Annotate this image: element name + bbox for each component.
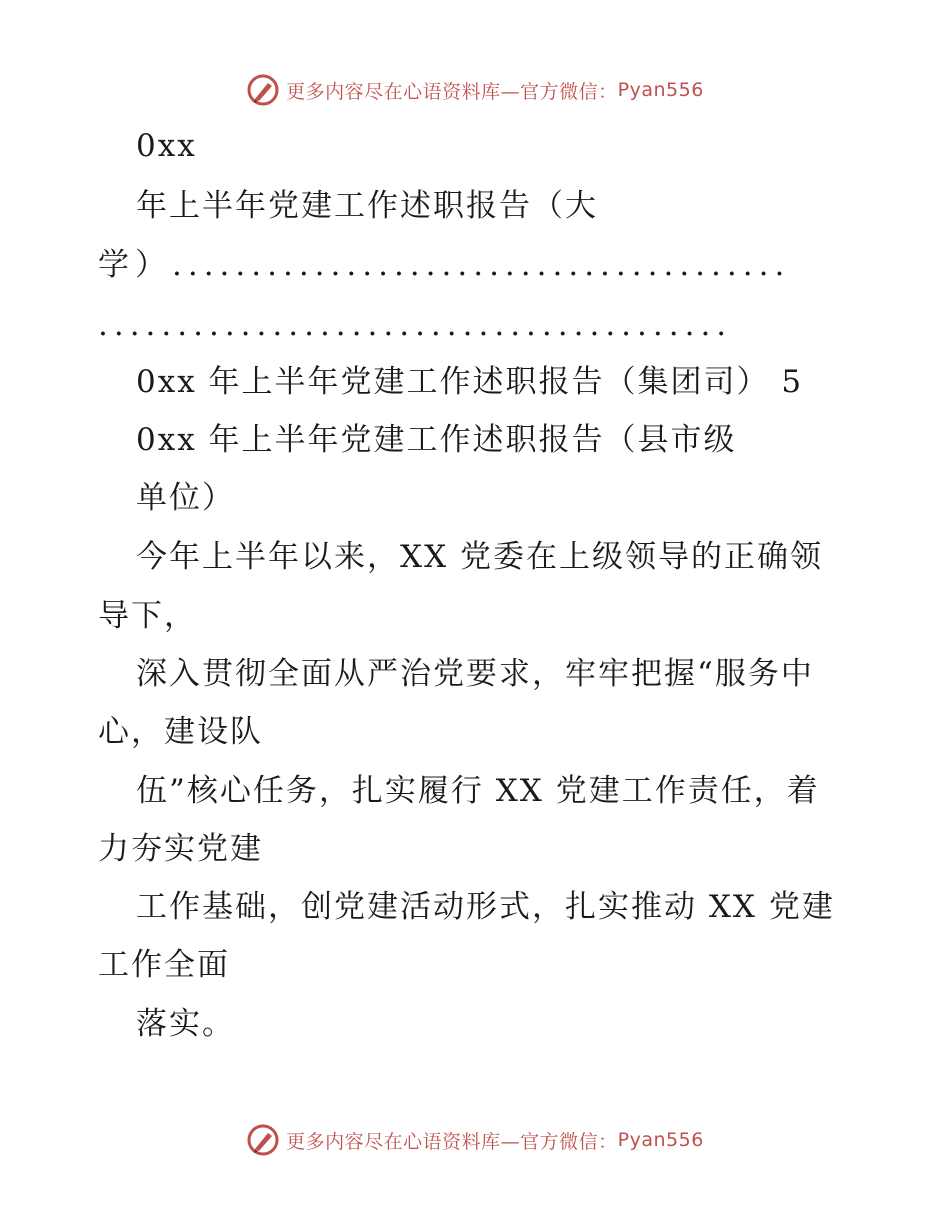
pen-logo-icon — [246, 1123, 280, 1157]
paragraph-line: 工作基础，创党建活动形式，扎实推动 XX 党建 — [136, 889, 835, 925]
doc-line: 单位） — [136, 480, 235, 516]
watermark-text: 更多内容尽在心语资料库—官方微信： — [286, 1130, 618, 1153]
header-watermark — [0, 70, 950, 110]
watermark-text: 更多内容尽在心语资料库—官方微信： — [286, 80, 618, 103]
doc-line: 年上半年党建工作述职报告（大 — [136, 188, 598, 224]
toc-line: 学）....................................... — [98, 247, 791, 283]
paragraph-line: 工作全面 — [98, 947, 230, 983]
watermark-wechat-id: Pyan556 — [617, 79, 704, 101]
paragraph-line: 深入贯彻全面从严治党要求，牢牢把握“服务中 — [136, 656, 814, 692]
paragraph-line: 心，建设队 — [98, 714, 263, 750]
paragraph-line: 导下， — [98, 598, 197, 634]
toc-line: 0xx 年上半年党建工作述职报告（集团司） 5 — [136, 364, 804, 400]
toc-line: 0xx 年上半年党建工作述职报告（县市级 — [136, 422, 737, 458]
paragraph-line: 落实。 — [136, 1006, 235, 1042]
footer-watermark — [0, 1120, 950, 1160]
watermark-wechat-id: Pyan556 — [617, 1129, 704, 1151]
pen-logo-icon — [246, 73, 280, 107]
paragraph-line: 今年上半年以来，XX 党委在上级领导的正确领 — [136, 539, 823, 575]
toc-dots-line: ........................................ — [98, 307, 733, 343]
paragraph-line: 力夯实党建 — [98, 831, 263, 867]
doc-line: 0xx — [136, 128, 197, 164]
paragraph-line: 伍”核心任务，扎实履行 XX 党建工作责任，着 — [136, 773, 820, 809]
